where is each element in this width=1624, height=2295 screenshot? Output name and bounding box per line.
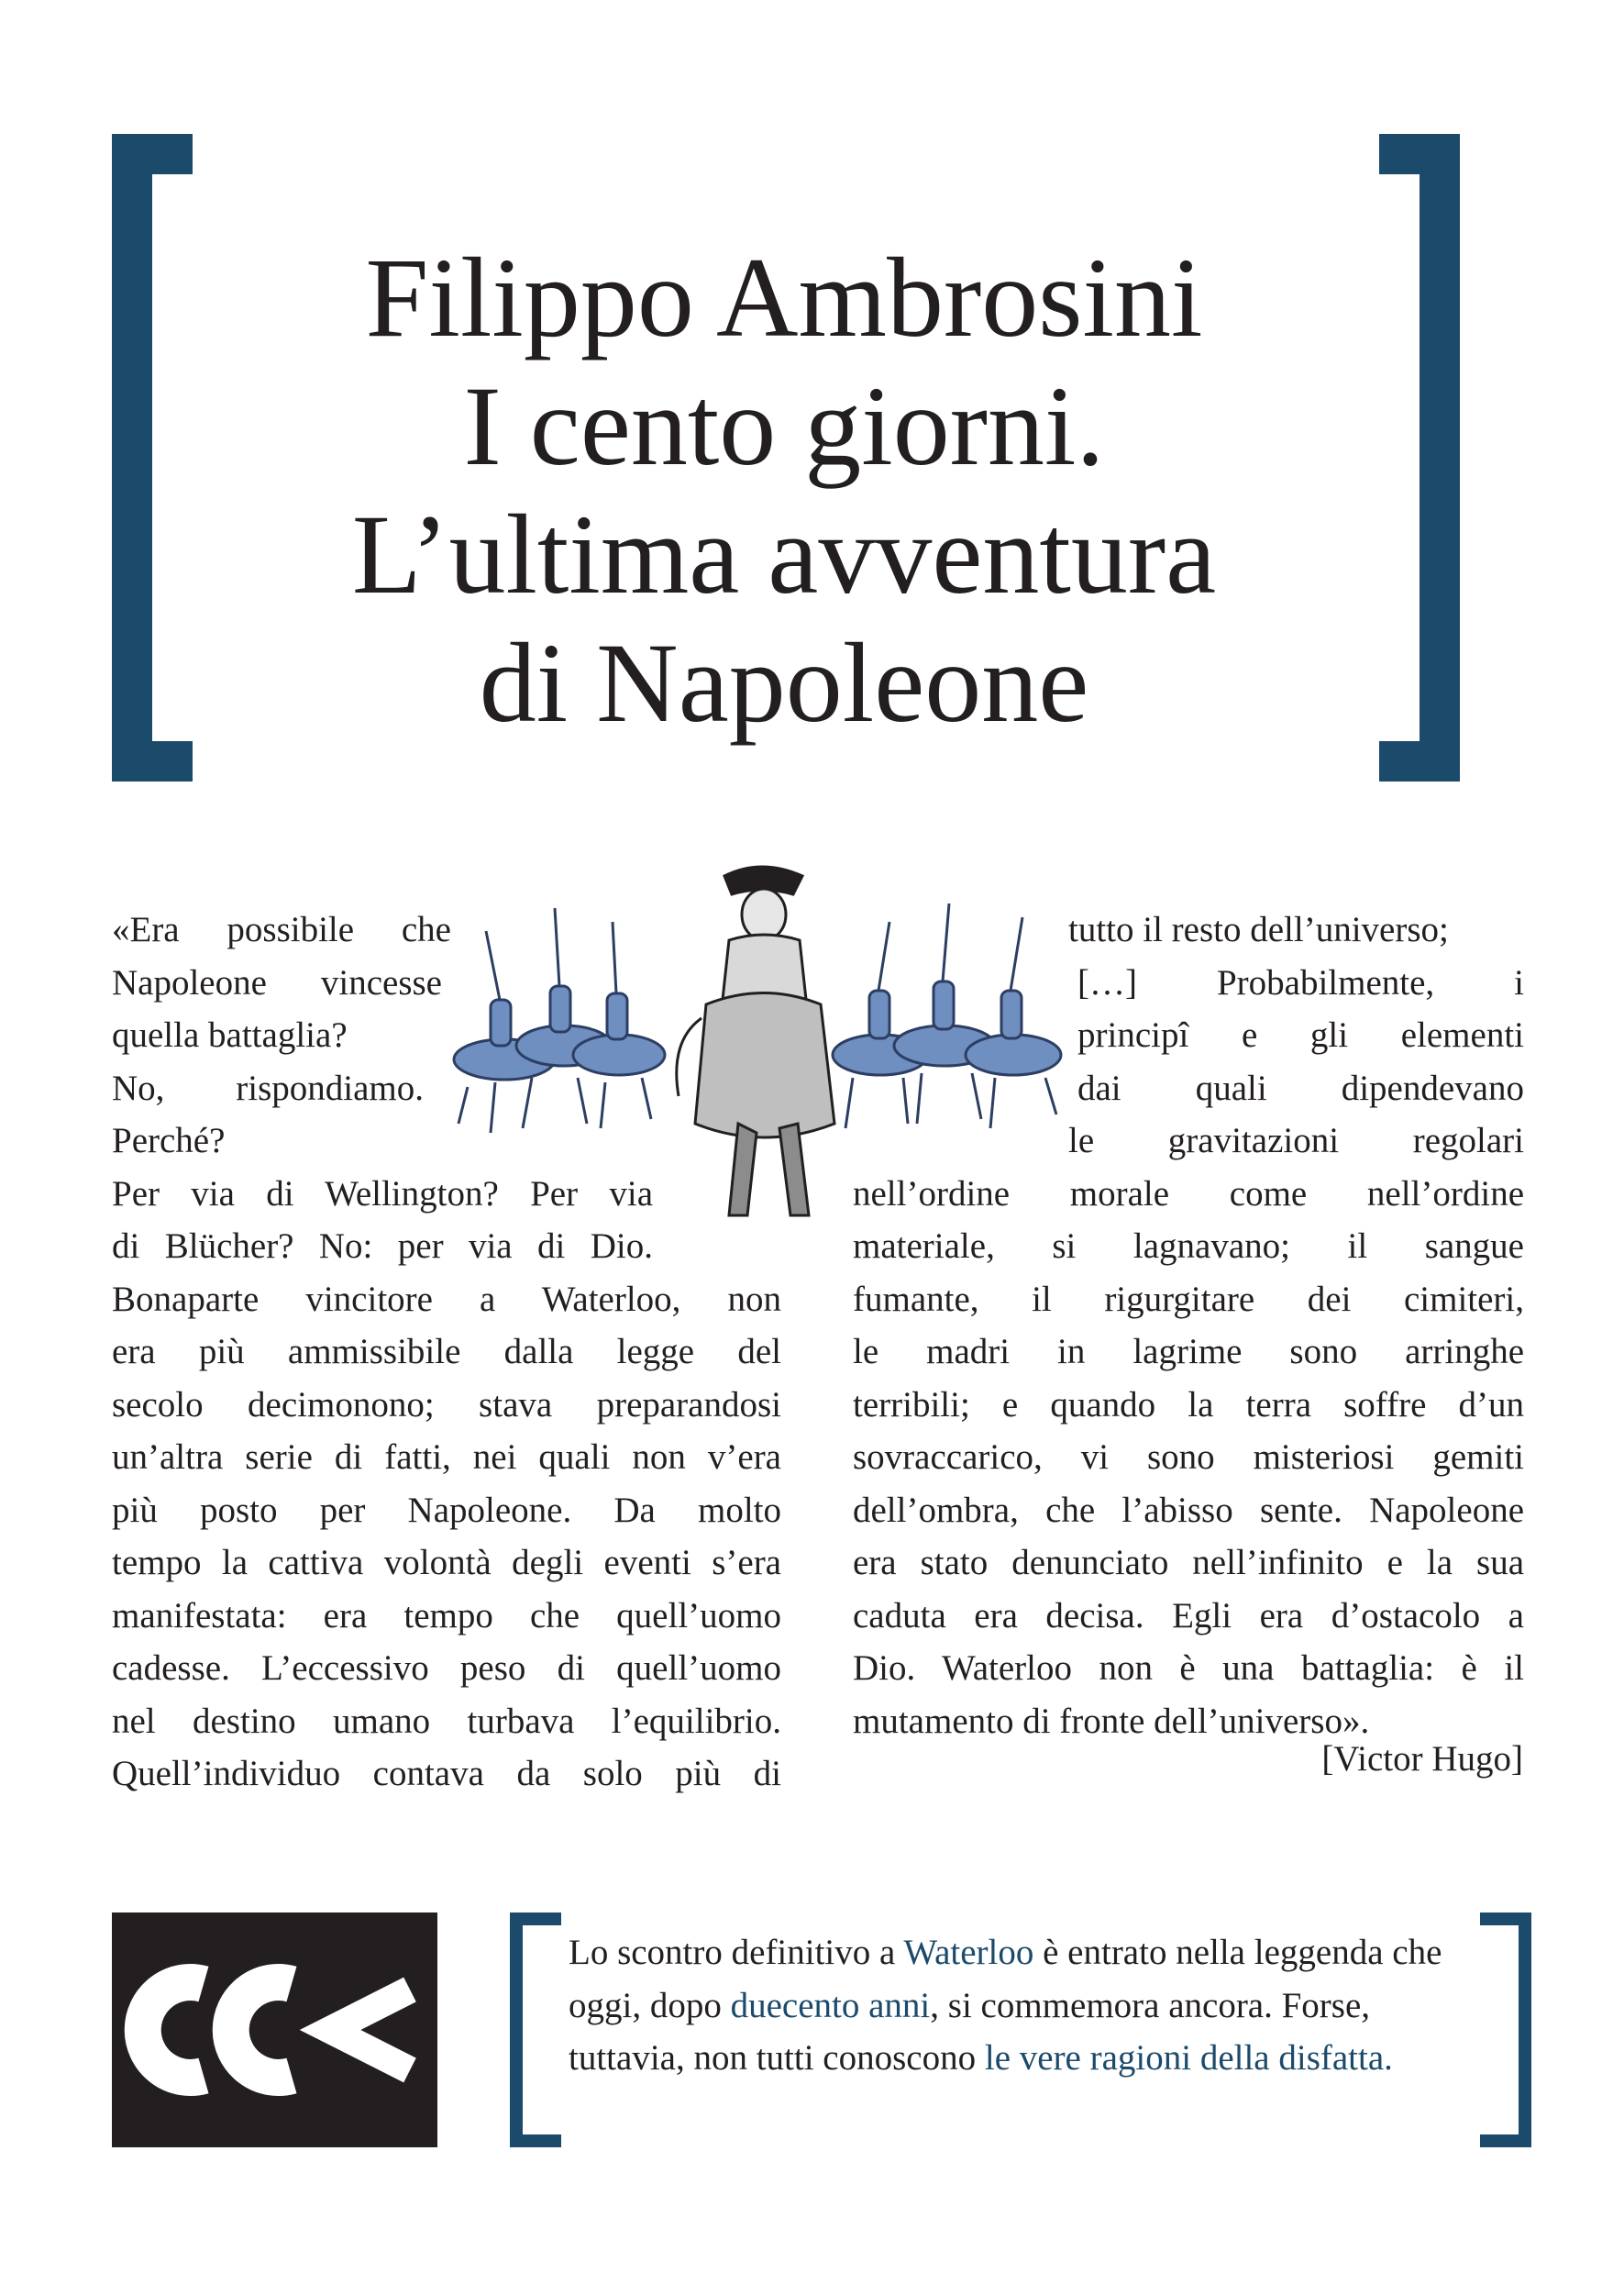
quote-line: più posto per Napoleone. Da molto	[112, 1490, 781, 1530]
quote-line: manifestata: era tempo che quell’uomo	[112, 1595, 781, 1635]
back-cover-blurb	[569, 1926, 1476, 2085]
blurb-highlight: Waterloo	[903, 1933, 1034, 1972]
quote-line: Bonaparte vincitore a Waterloo, non	[112, 1279, 781, 1319]
quote-line: dai quali dipendevano	[1077, 1068, 1524, 1108]
quote-line: Perché?	[112, 1121, 226, 1160]
author-name: Filippo Ambrosini	[365, 235, 1203, 360]
blurb-text: è entrato nella leggenda che oggi, dopo	[569, 1933, 1442, 2025]
quote-line: nel destino umano turbava l’equilibrio.	[112, 1701, 781, 1741]
book-title	[211, 234, 1357, 748]
publisher-logo	[112, 1912, 437, 2147]
quote-line: le madri in lagrime sono arringhe	[853, 1332, 1524, 1371]
quote-line: secolo decimonono; stava preparandosi	[112, 1384, 781, 1425]
title-bracket-right	[1379, 134, 1460, 782]
quote-line: quella battaglia?	[112, 1015, 348, 1055]
blurb-bracket-left	[510, 1912, 561, 2147]
blurb-bracket-right	[1480, 1912, 1531, 2147]
quote-line: le gravitazioni regolari	[1068, 1121, 1524, 1160]
quote-column-left	[112, 904, 781, 1801]
title-line: L’ultima avventura	[351, 492, 1217, 617]
blurb-highlight: le vere ragioni della disfatta.	[984, 2038, 1393, 2078]
quote-line: mutamento di fronte dell’universo».	[853, 1701, 1370, 1741]
quote-line: Dio. Waterloo non è una battaglia: è il	[853, 1648, 1524, 1688]
quote-line: era più ammissibile dalla legge del	[112, 1332, 781, 1371]
blurb-text: Lo scontro definitivo a	[569, 1933, 904, 1972]
title-bracket-left	[112, 134, 193, 782]
quote-line: terribili; e quando la terra soffre d’un	[853, 1384, 1524, 1425]
quote-line: di Blücher? No: per via di Dio.	[112, 1226, 653, 1266]
quote-line: tempo la cattiva volontà degli eventi s’era	[112, 1543, 781, 1582]
quote-line: Quell’individuo contava da solo più di	[112, 1754, 781, 1793]
quote-attribution: [Victor Hugo]	[1321, 1739, 1523, 1779]
quote-column-right	[853, 904, 1524, 1747]
quote-line: cadesse. L’eccessivo peso di quell’uomo	[112, 1648, 781, 1688]
quote-line: caduta era decisa. Egli era d’ostacolo a	[853, 1595, 1524, 1635]
title-line: I cento giorni.	[463, 363, 1105, 489]
title-line: di Napoleone	[479, 620, 1089, 746]
quote-line: Napoleone vincesse	[112, 962, 442, 1003]
quote-line: «Era possibile che	[112, 910, 451, 949]
blurb-highlight: duecento anni	[730, 1985, 931, 2025]
quote-line: fumante, il rigurgitare dei cimiteri,	[853, 1279, 1524, 1319]
quote-line: […] Probabilmente, i	[1077, 962, 1524, 1003]
quote-line: nell’ordine morale come nell’ordine	[853, 1173, 1524, 1214]
quote-line: Per via di Wellington? Per via	[112, 1173, 653, 1214]
quote-line: No, rispondiamo.	[112, 1068, 424, 1108]
quote-line: principî e gli elementi	[1077, 1015, 1524, 1055]
quote-line: dell’ombra, che l’abisso sente. Napoleone	[853, 1490, 1524, 1530]
quote-line: un’altra serie di fatti, nei quali non v’era	[112, 1437, 781, 1477]
cc-logo-icon	[112, 1912, 437, 2147]
quote-line: era stato denunciato nell’infinito e la sua	[853, 1543, 1524, 1582]
blurb-text: , si commemora ancora. Forse, tuttavia, non tutti conoscono	[569, 1985, 1371, 2078]
quote-line: tutto il resto dell’universo;	[1068, 910, 1449, 949]
quote-line: materiale, si lagnavano; il sangue	[853, 1226, 1524, 1266]
quote-line: sovraccarico, vi sono misteriosi gemiti	[853, 1437, 1524, 1477]
